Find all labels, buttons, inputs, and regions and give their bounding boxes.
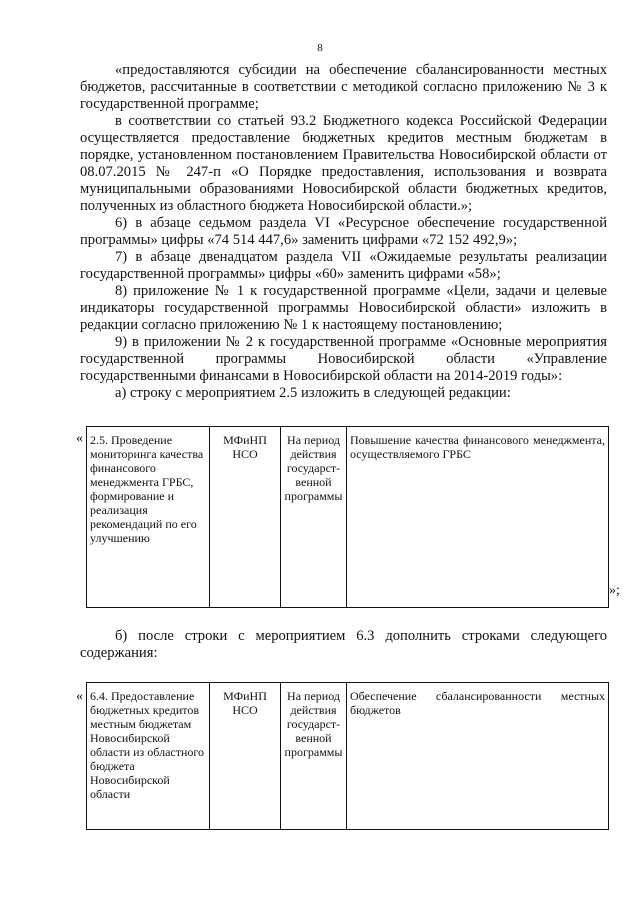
paragraph-item-b: б) после строки с мероприятием 6.3 дополнить строками следующего содержания: <box>80 628 607 661</box>
table2-quote-open: « <box>76 689 83 704</box>
table-row-6-4 <box>86 682 609 830</box>
page-number: 8 <box>317 42 323 54</box>
body-text <box>80 62 607 402</box>
paragraph-item-9: 9) в приложении № 2 к государственной программе «Основные мероприятия государственной программы Новосибирской области «Управление государственными финансами в Новосибирской области на 2014-2019 годы»: <box>80 334 607 384</box>
paragraph-item-6: 6) в абзаце седьмом раздела VI «Ресурсное обеспечение государственной программы» цифры «74 514 447,6» заменить цифрами «72 152 492,9»; <box>80 215 607 248</box>
table-row-2-5 <box>86 426 609 608</box>
table1-quote-close: »; <box>609 583 620 598</box>
cell-result: Обеспечение сбалансированности местных бюджетов <box>347 683 609 830</box>
cell-executor: МФиНП НСО <box>210 683 281 830</box>
cell-result: Повышение качества финансового менеджмента, осуществляемого ГРБС <box>347 427 609 608</box>
table-row <box>87 427 609 608</box>
paragraph-subsidies: «предоставляются субсидии на обеспечение сбалансированности местных бюджетов, рассчитанные в соответствии с методикой согласно приложению № 3 к государственной программе; <box>80 62 607 112</box>
cell-activity-name: 2.5. Проведение мониторинга качества финансового менеджмента ГРБС, формирование и реализация рекомендаций по его улучшению <box>87 427 210 608</box>
table-row <box>87 683 609 830</box>
cell-executor: МФиНП НСО <box>210 427 281 608</box>
cell-term: На период действия государст-венной программы <box>281 427 347 608</box>
paragraph-item-7: 7) в абзаце двенадцатом раздела VII «Ожидаемые результаты реализации государственной программы» цифры «60» заменить цифрами «58»; <box>80 249 607 282</box>
paragraph-item-8: 8) приложение № 1 к государственной программе «Цели, задачи и целевые индикаторы государственной программы Новосибирской области» изложить в редакции согласно приложению № 1 к настоящему постановлению; <box>80 283 607 333</box>
cell-term: На период действия государст-венной программы <box>281 683 347 830</box>
paragraph-item-a: а) строку с мероприятием 2.5 изложить в следующей редакции: <box>115 385 511 401</box>
paragraph-budget-code: в соответствии со статьей 93.2 Бюджетного кодекса Российской Федерации осуществляется предоставление бюджетных кредитов местным бюджетам в порядке, установленном постановлением Правительства Новосибирской области от 08.07.2015 № 247-п «О Порядке предоставления, использования и возврата муниципальными образованиями Новосибирской области бюджетных кредитов, полученных из областного бюджета Новосибирской области.»; <box>80 113 607 214</box>
table1-quote-open: « <box>76 431 83 446</box>
cell-activity-name: 6.4. Предоставление бюджетных кредитов местным бюджетам Новосибирской области из областного бюджета Новосибирской области <box>87 683 210 830</box>
